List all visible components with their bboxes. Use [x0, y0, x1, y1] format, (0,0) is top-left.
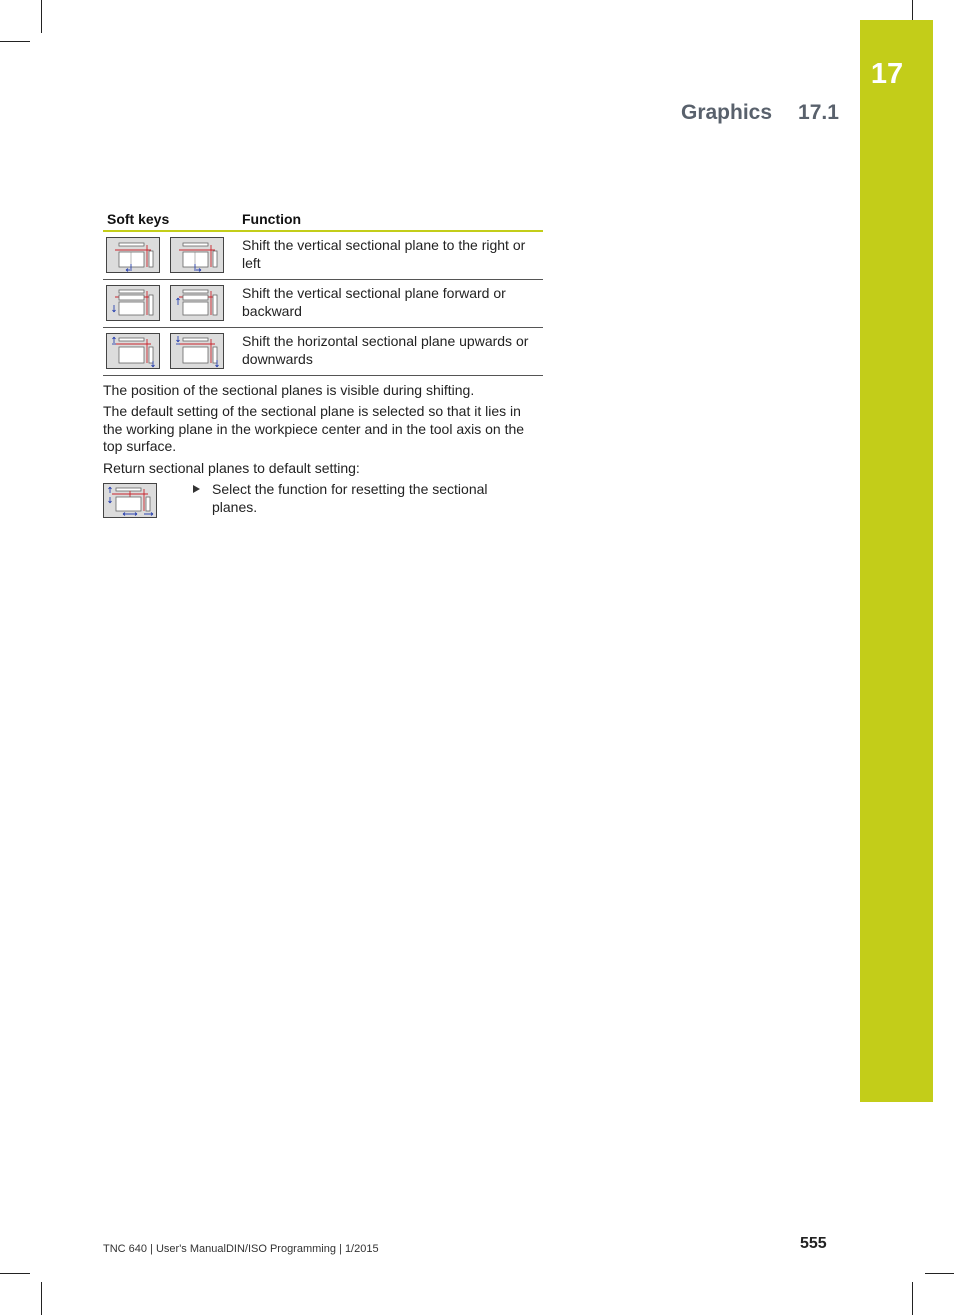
function-description: Shift the vertical sectional plane forward or backward [238, 280, 543, 328]
table-row [103, 328, 543, 376]
shift-backward-softkey-icon[interactable] [170, 285, 224, 321]
shift-left-softkey-icon[interactable] [106, 237, 160, 273]
table-row [103, 280, 543, 328]
shift-up-softkey-icon[interactable] [106, 333, 160, 369]
function-column-header: Function [238, 208, 543, 231]
crop-mark [912, 0, 913, 20]
shift-down-softkey-icon[interactable] [170, 333, 224, 369]
softkeys-column-header: Soft keys [103, 208, 238, 231]
crop-mark [41, 1282, 42, 1315]
crop-mark [0, 41, 30, 42]
shift-forward-softkey-icon[interactable] [106, 285, 160, 321]
reset-planes-softkey-icon[interactable] [103, 483, 157, 518]
softkeys-cell [103, 231, 238, 280]
bullet-arrow-icon [193, 485, 200, 493]
softkeys-cell [103, 280, 238, 328]
body-paragraph: Return sectional planes to default setting: [103, 460, 360, 476]
running-header [681, 101, 839, 125]
shift-right-softkey-icon[interactable] [170, 237, 224, 273]
footer-text: TNC 640 | User's ManualDIN/ISO Programming | 1/2015 [103, 1243, 379, 1255]
function-description: Shift the horizontal sectional plane upwards or downwards [238, 328, 543, 376]
softkeys-cell [103, 328, 238, 376]
chapter-tab [860, 20, 933, 1102]
instruction-text: Select the function for resetting the sectional planes. [212, 481, 488, 515]
chapter-number: 17 [870, 58, 904, 90]
header-section: 17.1 [798, 101, 839, 124]
body-paragraph: The position of the sectional planes is visible during shifting. [103, 382, 475, 398]
table-header-row [103, 208, 543, 231]
crop-mark [912, 1282, 913, 1315]
crop-mark [0, 1273, 30, 1274]
body-paragraph: The default setting of the sectional plane is selected so that it lies in the working plane in the workpiece center and in the tool axis on the top surface. [103, 403, 525, 454]
header-title: Graphics [681, 101, 773, 124]
page-number: 555 [800, 1235, 827, 1252]
crop-mark [925, 1273, 954, 1274]
function-description: Shift the vertical sectional plane to the right or left [238, 231, 543, 280]
instruction-step [193, 481, 533, 516]
softkeys-table [103, 208, 543, 376]
table-row [103, 231, 543, 280]
crop-mark [41, 0, 42, 33]
